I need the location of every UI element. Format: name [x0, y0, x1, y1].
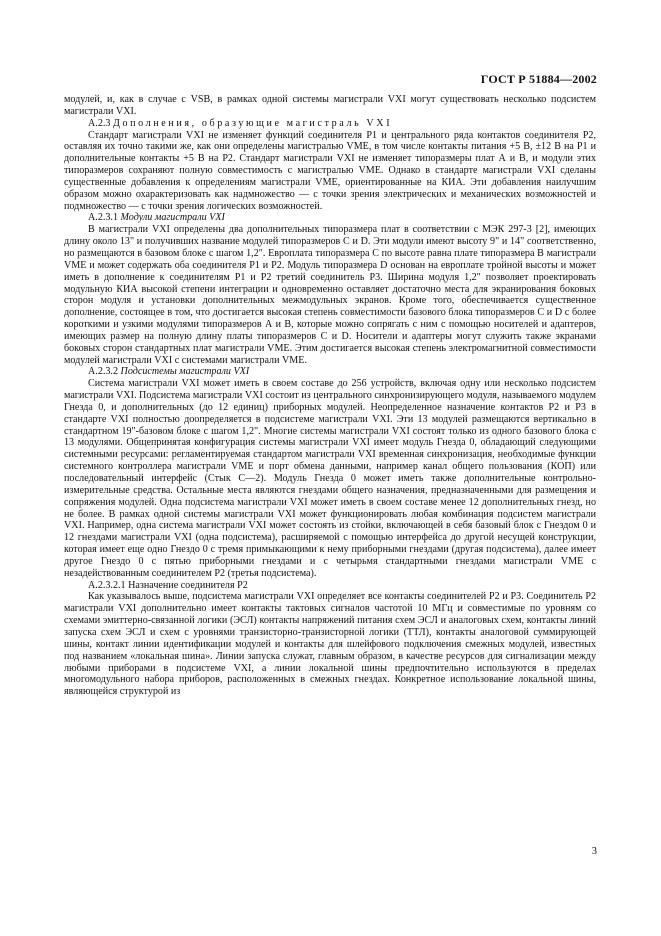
- section-number: А.2.3.2.1: [88, 579, 126, 591]
- section-number: А.2.3.2: [88, 366, 119, 378]
- section-number: А.2.3.1: [88, 212, 119, 224]
- section-heading: [64, 366, 596, 378]
- paragraph: модулей, и, как в случае с VSB, в рамках одной системы магистрали VXI могут существовать несколько подсистем магистрали VXI.: [64, 94, 596, 117]
- section-number: А.2.3: [88, 117, 111, 129]
- section-title: Дополнения, образующие магистраль VXI: [112, 117, 393, 129]
- section-heading: [64, 212, 596, 224]
- paragraph: Стандарт магистрали VXI не изменяет функций соединителя Р1 и центрального ряда контактов соединителя Р2, оставляя их точно такими же, как они определены магистралью VME, в том числе контакты питания +5 В, ±12 В на Р1 и дополнительные контакты +5 В на Р2. Стандарт магистрали VXI не изменяет типоразмеры плат А и В, и модули этих типоразмеров сохраняют полную совместимость с магистралью VME. Однако в стандарте магистрали VXI сделаны существенные добавления к определениям магистрали VME, ориентированные на КИА. Эти добавления наилучшим образом можно охарактеризовать как надмножество — с точки зрения электрических и механических возможностей и подмножество — с точки зрения логических возможностей.: [64, 129, 596, 212]
- paragraph: В магистрали VXI определены два дополнительных типоразмера плат в соответствии с МЭК 297-3 [2], имеющих длину около 13" и получивших название модулей типоразмеров С и D. Эти модули имеют высоту 9" и 14" соответственно, но размещаются в базовом блоке с шагом 1,2". Европлата типоразмера С по высоте равна плате типоразмера В магистрали VME и может содержать оба соединителя Р1 и Р2. Модуль типоразмера D основан на европлате тройной высоты и может иметь в дополнение к соединителям Р1 и Р2 третий соединитель Р3. Ширина модуля 1,2" позволяет проектировать модульную КИА высокой степени интеграции и одновременно оставляет достаточно места для экранирования боковых сторон модуля и установки дополнительных межмодульных экранов. Кроме того, обеспечивается существенное дополнение, состоящее в том, что достигается высокая степень совместимости базового блока типоразмеров С и D с более короткими и узкими модулями типоразмеров А и В, которые можно сопрягать с ним с помощью носителей и адаптеров, имеющих размер на полную длину платы типоразмеров С и D. Носители и адаптеры могут служить также экранами боковых сторон стандартных плат магистрали VME. Этим достигается высокая степень электромагнитной совместимости модулей магистрали VXI с системами магистрали VME.: [64, 224, 596, 366]
- section-title: Модули магистрали VXI: [120, 212, 225, 224]
- section-title: Назначение соединителя Р2: [128, 579, 248, 591]
- section-title: Подсистемы магистрали VXI: [120, 366, 250, 378]
- paragraph: Система магистрали VXI может иметь в своем составе до 256 устройств, включая одну или несколько подсистем магистрали VXI. Подсистема магистрали VXI состоит из центрального синхронизирующего модуля, называемого модулем Гнезда 0, и дополнительных (до 12 единиц) приборных модулей. Неопределенное назначение контактов Р2 и Р3 в стандарте VXI полностью доопределяется в подсистеме магистрали VXI. Эти 13 модулей размещаются вертикально в стандартном 19"-базовом блоке с шагом 1,2". Многие системы магистрали VXI состоят только из одного базового блока с 13 модулями. Общепринятая конфигурация системы магистрали VXI имеет модуль Гнезда 0, обладающий следующими системными ресурсами: регламентируемая стандартом магистрали VXI временная синхронизация, необходимые функции системного контроллера магистрали VME и порт обмена данными, например канал общего пользования (КОП) или последовательный интерфейс (Стык С—2). Модуль Гнезда 0 может иметь также дополнительные контрольно-измерительные средства. Остальные места являются гнездами общего назначения, предназначенными для размещения и сопряжения модулей. Одна подсистема магистрали VXI может иметь в своем составе менее 12 дополнительных гнезд, но не более. В рамках одной системы магистрали VXI может функционировать любая комбинация подсистем магистрали VXI. Например, одна система магистрали VXI может состоять из стойки, включающей в себя базовый блок с Гнездом 0 и 12 гнездами магистрали VXI (одна подсистема), расширяемой с помощью интерфейса до другой несущей конструкции, которая имеет еще одно Гнездо 0 с тремя примыкающими к нему приборными гнездами (другая подсистема), далее имеет другое Гнездо 0 с пятью приборными гнездами и с четырьмя стандартными гнездами магистрали VME с незадействованным соединителем Р2 (третья подсистема).: [64, 378, 596, 579]
- paragraph: Как указывалось выше, подсистема магистрали VXI определяет все контакты соединителей Р2 и Р3. Соединитель Р2 магистрали VXI дополнительно имеет контакты тактовых сигналов частотой 10 МГц и совместимые по уровням со схемами эмиттерно-связанной логики (ЭСЛ) контакты напряжений питания схем ЭСЛ и аналоговых схем, контакты линий запуска схем ЭСЛ и схем с уровнями транзисторно-транзисторной логики (ТТЛ), контакты аналоговой суммирующей шины, контакт линии идентификации модулей и контакты для шлейфового подключения смежных модулей, известных под названием «локальная шина». Линии запуска служат, главным образом, в качестве ресурсов для сигнализации между любыми приборами в подсистеме VXI, а линии локальной шины предпочтительно используются в пределах многомодульного набора приборов, расположенных в смежных гнездах. Конкретное использование локальной шины, являющейся структурой из: [64, 591, 596, 698]
- section-heading: [64, 118, 596, 130]
- section-heading: [64, 580, 596, 592]
- page-number: 3: [591, 846, 597, 857]
- standard-header: ГОСТ Р 51884—2002: [480, 72, 597, 86]
- document-body: [64, 94, 596, 698]
